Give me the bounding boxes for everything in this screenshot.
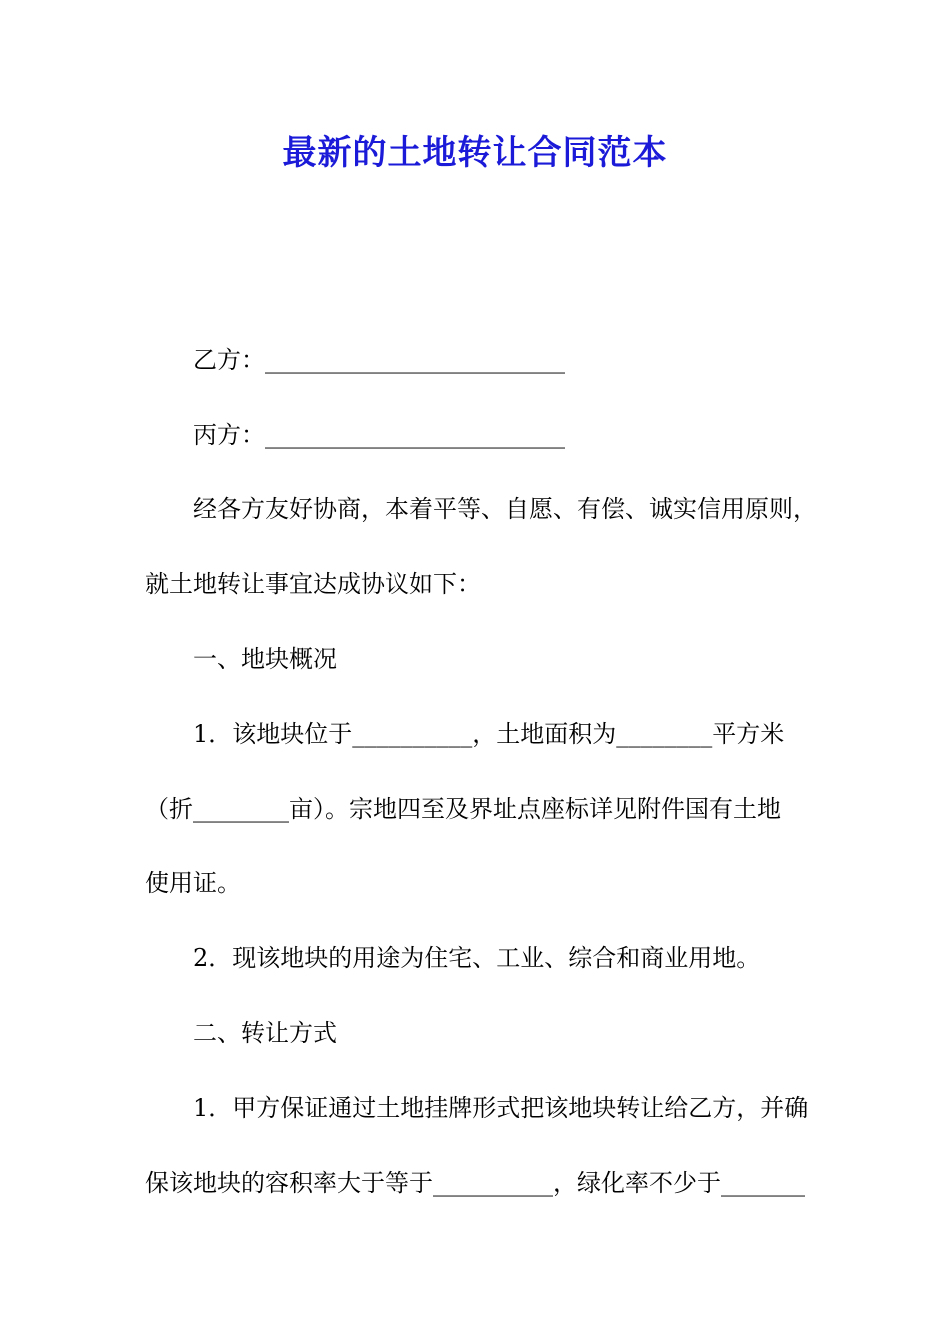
party-b-line: [193, 343, 873, 377]
location-blank: __________: [352, 720, 473, 748]
party-b-blank: _________________________: [265, 346, 565, 374]
party-b-label: 乙方：: [193, 346, 265, 374]
document-title: 最新的土地转让合同范本: [282, 133, 668, 173]
clause-2-1-line-2: [145, 1166, 825, 1200]
green-rate-blank: _______: [721, 1169, 805, 1197]
clause-text: ，土地面积为: [472, 720, 617, 748]
area-blank: ________: [616, 720, 713, 748]
paragraph-line: 使用证。: [145, 869, 241, 897]
clause-text: 平方米: [712, 720, 785, 748]
clause-text: 保该地块的容积率大于等于: [145, 1169, 433, 1197]
clause-2-1-line: 1．甲方保证通过土地挂牌形式把该地块转让给乙方，并确: [193, 1094, 809, 1122]
clause-text: （折: [145, 795, 193, 823]
clause-text: 1．该地块位于: [193, 720, 353, 748]
clause-1-1-line: [193, 717, 873, 751]
section-heading-2: 二、转让方式: [193, 1019, 337, 1047]
clause-text: ，绿化率不少于: [553, 1169, 721, 1197]
mu-blank: ________: [193, 795, 289, 823]
clause-text: 亩）。宗地四至及界址点座标详见附件国有土地: [289, 795, 781, 823]
clause-1-2-line: 2．现该地块的用途为住宅、工业、综合和商业用地。: [193, 944, 761, 972]
party-c-blank: _________________________: [265, 421, 565, 449]
party-c-label: 丙方：: [193, 421, 265, 449]
plot-ratio-blank: __________: [433, 1169, 553, 1197]
section-heading-1: 一、地块概况: [193, 645, 337, 673]
paragraph-line: 就土地转让事宜达成协议如下：: [145, 570, 481, 598]
clause-1-1-line-2: [145, 792, 825, 826]
paragraph-line: 经各方友好协商，本着平等、自愿、有偿、诚实信用原则，: [193, 495, 817, 523]
party-c-line: [193, 418, 873, 452]
